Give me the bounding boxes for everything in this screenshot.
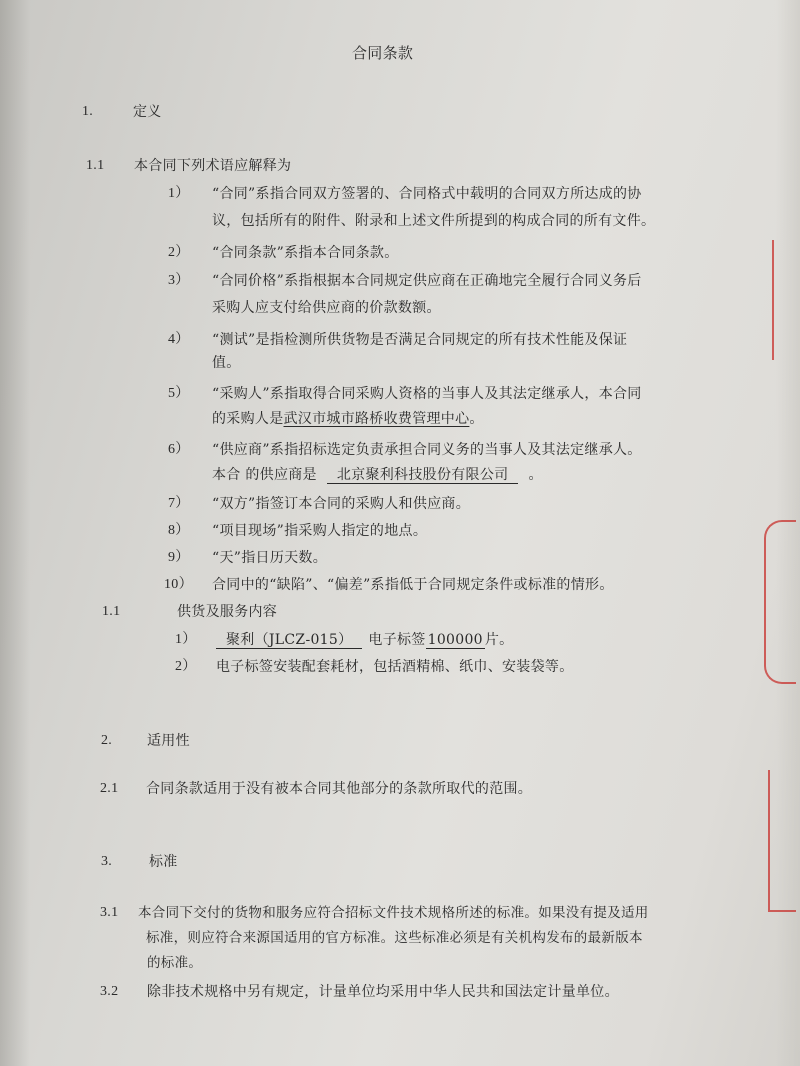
item-6-line1: “供应商”系指招标选定负责承担合同义务的当事人及其法定继承人。: [212, 442, 642, 458]
item-1-number: 1）: [168, 186, 190, 201]
section-2-number: 2.: [101, 733, 113, 748]
item-9-number: 9）: [168, 550, 190, 565]
document-title: 合同条款: [352, 44, 414, 62]
item-8-line1: “项目现场”指采购人指定的地点。: [212, 523, 428, 539]
section-3-1-line3: 的标准。: [147, 955, 203, 971]
section-3-1-line2: 标准，则应符合来源国适用的官方标准。这些标准必须是有关机构发布的最新版本: [146, 930, 643, 946]
section-3-1-line1: 本合同下交付的货物和服务应符合招标文件技术规格所述的标准。如果没有提及适用: [138, 905, 649, 921]
item-4-number: 4）: [168, 332, 190, 347]
section-3-number: 3.: [101, 854, 113, 869]
item-7-line1: “双方”指签订本合同的采购人和供应商。: [212, 496, 471, 512]
seal-fragment-bottom: [768, 770, 796, 912]
item-6-line2-prefix: 本合 的供应商是: [212, 467, 317, 483]
section-3-1-number: 3.1: [100, 905, 119, 920]
item-10-line1: 合同中的“缺陷”、“偏差”系指低于合同规定条件或标准的情形。: [212, 577, 614, 593]
supply-1-line: [216, 631, 513, 649]
section-2-1-number: 2.1: [100, 781, 119, 796]
supply-2-number: 2）: [175, 659, 197, 674]
item-5-line1: “采购人”系指取得合同采购人资格的当事人及其法定继承人，本合同: [212, 386, 642, 402]
quantity: 100000: [427, 632, 483, 648]
item-3-line2: 采购人应支付给供应商的价款数额。: [212, 300, 441, 316]
seal-fragment-middle: [764, 520, 796, 684]
item-6-line2: [212, 466, 543, 484]
item-5-number: 5）: [168, 386, 190, 401]
item-2-number: 2）: [168, 245, 190, 260]
section-3-2-text: 除非技术规格中另有规定，计量单位均采用中华人民共和国法定计量单位。: [147, 984, 619, 1000]
item-6-number: 6）: [168, 442, 190, 457]
item-1-line1: “合同”系指合同双方签署的、合同格式中载明的合同双方所达成的协: [212, 186, 642, 202]
section-3-2-number: 3.2: [100, 984, 119, 999]
section-2-heading: 适用性: [147, 733, 190, 749]
item-3-line1: “合同价格”系指根据本合同规定供应商在正确地完全履行合同义务后: [212, 273, 642, 289]
supplier-name: 北京聚利科技股份有限公司: [327, 467, 519, 484]
supply-1-suffix: 片。: [484, 632, 514, 648]
section-1-1-heading: 本合同下列术语应解释为: [134, 158, 292, 174]
supply-1-number: 1）: [175, 632, 197, 647]
section-1-heading: 定义: [133, 104, 162, 120]
section-1-1b-heading: 供货及服务内容: [177, 604, 278, 620]
item-5-line2: [212, 410, 484, 428]
section-1-1b-number: 1.1: [102, 604, 121, 619]
item-2-line1: “合同条款”系指本合同条款。: [212, 245, 399, 261]
page-edge-shadow: [0, 0, 30, 1066]
supply-1-mid: 电子标签: [368, 632, 426, 648]
item-6-line2-suffix: 。: [528, 467, 543, 483]
section-2-1-text: 合同条款适用于没有被本合同其他部分的条款所取代的范围。: [146, 781, 533, 797]
item-3-number: 3）: [168, 273, 190, 288]
item-9-line1: “天”指日历天数。: [212, 550, 328, 566]
item-5-line2-prefix: 的采购人是: [212, 411, 284, 427]
seal-fragment-top: [772, 240, 796, 360]
supply-2-text: 电子标签安装配套耗材，包括酒精棉、纸巾、安装袋等。: [216, 659, 574, 675]
purchaser-name: 武汉市城市路桥收费管理中心: [283, 411, 470, 427]
section-3-heading: 标准: [149, 854, 178, 870]
item-4-line1: “测试”是指检测所供货物是否满足合同规定的所有技术性能及保证: [212, 332, 628, 348]
item-5-line2-suffix: 。: [469, 411, 484, 427]
item-10-number: 10）: [164, 577, 193, 592]
item-8-number: 8）: [168, 523, 190, 538]
product-model: 聚利（JLCZ-015）: [216, 632, 362, 649]
section-1-1-number: 1.1: [86, 158, 105, 173]
section-1-number: 1.: [82, 104, 94, 119]
item-4-line2: 值。: [212, 355, 241, 371]
item-7-number: 7）: [168, 496, 190, 511]
item-1-line2: 议，包括所有的附件、附录和上述文件所提到的构成合同的所有文件。: [212, 213, 656, 229]
